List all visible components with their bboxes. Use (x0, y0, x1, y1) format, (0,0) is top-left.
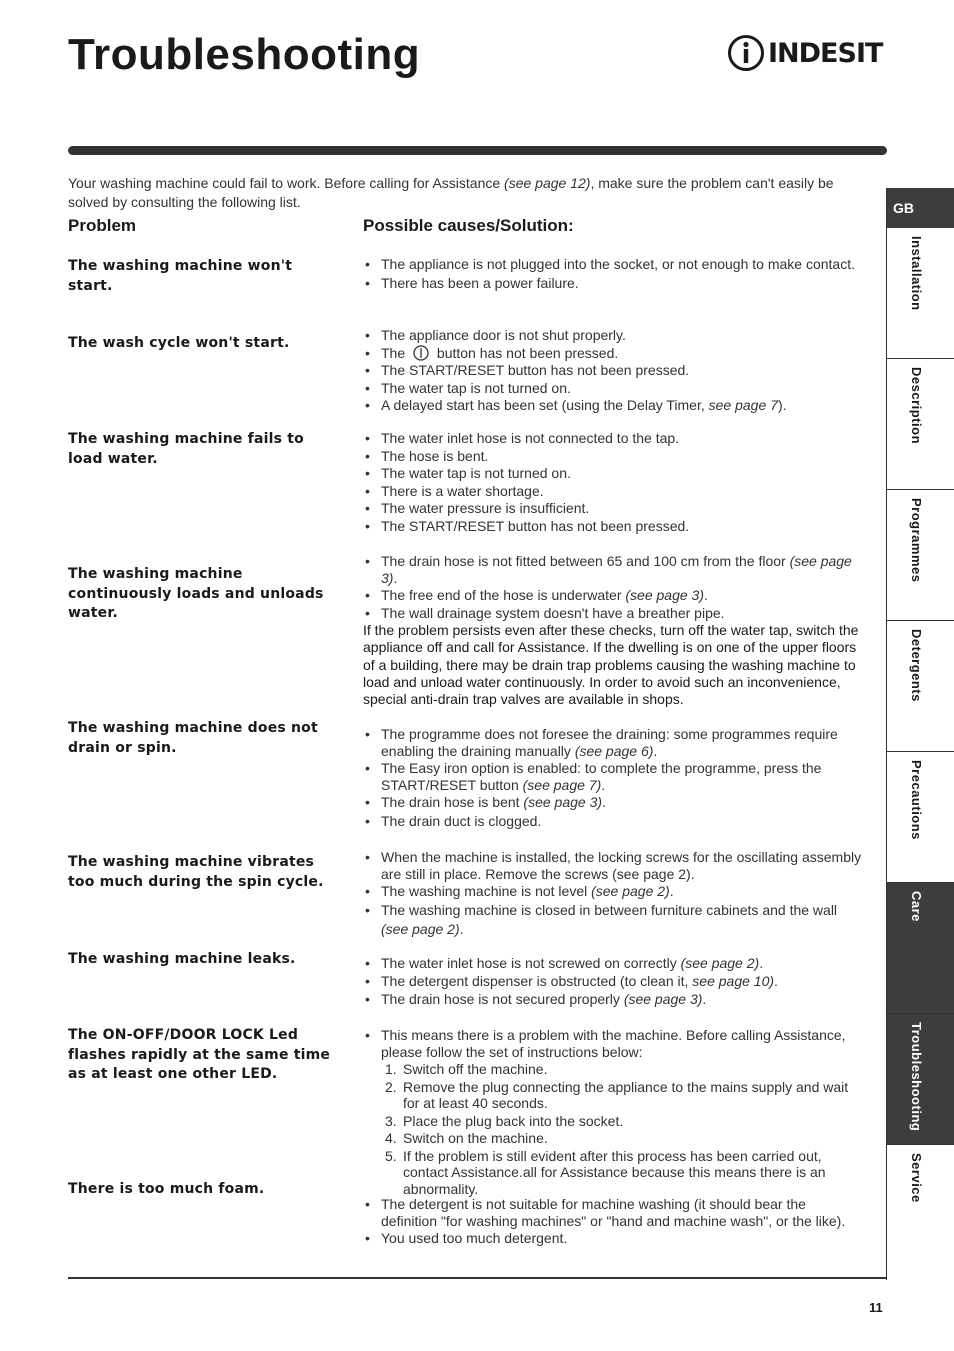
tab-installation[interactable] (886, 228, 954, 359)
problem-column-heading: Problem (68, 216, 137, 235)
note-text: If the problem persists even after these checks, turn off the water tap, switch the appliance off and call for Assistance. If the dwelling is on one of the upper floors of a building, there may be drain trap problems causing the washing machine to load and unload water continuously. In order to avoid such an inconvenience, special anti-drain trap valves are available in shops. (363, 622, 859, 708)
tab-programmes[interactable] (886, 490, 954, 621)
page-title: Troubleshooting (68, 30, 421, 79)
step-item: 1. Switch off the machine. (381, 1061, 865, 1078)
list-item: • The drain hose is not secured properly (see page 3). (363, 991, 865, 1008)
tab-service[interactable] (886, 1145, 954, 1276)
problem-label: The ON-OFF/DOOR LOCK Led flashes rapidly at the same time as at least one other LED. (68, 1027, 331, 1082)
list-item: • The button has not been pressed. (363, 345, 865, 362)
step-item: 5. If the problem is still evident after this process has been carried out, contact Assistance.all for Assistance because this means there is an abnormality. (381, 1148, 865, 1198)
list-item: • The appliance door is not shut properly. (363, 327, 865, 344)
problem-label: The washing machine leaks. (68, 951, 296, 967)
tab-label: Service (909, 1153, 924, 1203)
tab-label: Precautions (909, 760, 924, 840)
list-item: • This means there is a problem with the machine. Before calling Assistance, please follow the set of instructions below: (363, 1027, 865, 1060)
list-item: • The washing machine is not level (see page 2). (363, 883, 865, 900)
list-item: • The water tap is not turned on. (363, 465, 865, 482)
list-item: • The START/RESET button has not been pressed. (363, 518, 865, 535)
tab-label: Installation (909, 236, 924, 311)
solution-column-heading: Possible causes/Solution: (363, 216, 574, 235)
list-item: • The washing machine is closed in between furniture cabinets and the wall (see page 2). (363, 901, 865, 939)
list-item: • You used too much detergent. (363, 1230, 865, 1247)
causes-list (363, 726, 865, 830)
tab-label: Care (909, 891, 924, 922)
list-item: • The water inlet hose is not connected to the tap. (363, 430, 865, 447)
footer-rule (68, 1277, 887, 1279)
tab-label: Programmes (909, 498, 924, 583)
causes-list (363, 955, 865, 1009)
list-item: • The detergent is not suitable for machine washing (it should bear the definition "for washing machines" or "hand and machine wash", or the like). (363, 1196, 865, 1229)
tab-precautions[interactable] (886, 752, 954, 883)
problem-label: The washing machine vibrates too much during the spin cycle. (68, 854, 324, 890)
list-item: • The drain duct is clogged. (363, 813, 865, 830)
causes-list (363, 1196, 865, 1248)
causes-list (363, 327, 865, 415)
step-item: 3. Place the plug back into the socket. (381, 1113, 865, 1130)
list-item: • The hose is bent. (363, 448, 865, 465)
problem-label: The washing machine won't start. (68, 258, 293, 294)
intro-text: Your washing machine could fail to work. Before calling for Assistance (see page 12), make sure the problem can't easily be solved by consulting the following list. (68, 175, 834, 210)
list-item: • The water pressure is insufficient. (363, 500, 865, 517)
section-sidebar (886, 188, 954, 1276)
list-item: • The wall drainage system doesn't have a breather pipe. (363, 605, 865, 622)
list-item: • There has been a power failure. (363, 275, 865, 292)
list-item: • When the machine is installed, the locking screws for the oscillating assembly are still in place. Remove the screws (see page 2). (363, 849, 865, 882)
list-item: • There is a water shortage. (363, 483, 865, 500)
list-item: • The programme does not foresee the draining: some programmes require enabling the draining manually (see page 6). (363, 726, 865, 759)
tab-label: Description (909, 367, 924, 445)
list-item: • The drain hose is not fitted between 65 and 100 cm from the floor (see page 3). (363, 553, 865, 586)
brand-logo (727, 34, 882, 72)
problem-label: The washing machine does not drain or spin. (68, 720, 318, 756)
causes-list (363, 553, 865, 708)
problem-label: The washing machine continuously loads and unloads water. (68, 566, 324, 621)
indesit-logo-icon (727, 34, 765, 72)
list-item: • The Easy iron option is enabled: to complete the programme, press the START/RESET button (see page 7). (363, 760, 865, 793)
list-item: • The detergent dispenser is obstructed (to clean it, see page 10). (363, 973, 865, 990)
list-item: • The free end of the hose is underwater (see page 3). (363, 587, 865, 604)
list-item: • A delayed start has been set (using the Delay Timer, see page 7). (363, 397, 865, 414)
causes-list (363, 430, 865, 535)
list-item: • The START/RESET button has not been pressed. (363, 362, 865, 379)
list-item: • The appliance is not plugged into the socket, or not enough to make contact. (363, 256, 865, 273)
tab-label: Detergents (909, 629, 924, 702)
problem-label: The wash cycle won't start. (68, 335, 290, 351)
brand-name: INDESIT (768, 37, 883, 69)
problem-label: The washing machine fails to load water. (68, 431, 304, 467)
tab-troubleshooting[interactable] (886, 1014, 954, 1145)
list-item: • The drain hose is bent (see page 3). (363, 794, 865, 811)
step-item: 4. Switch on the machine. (381, 1130, 865, 1147)
tab-detergents[interactable] (886, 621, 954, 752)
list-item: • The water inlet hose is not screwed on correctly (see page 2). (363, 955, 865, 972)
list-item: • The water tap is not turned on. (363, 380, 865, 397)
tab-description[interactable] (886, 359, 954, 490)
page-number: 11 (869, 1300, 883, 1315)
tab-label: Troubleshooting (909, 1022, 924, 1132)
step-item: 2. Remove the plug connecting the appliance to the mains supply and wait for at least 40 seconds. (381, 1079, 865, 1112)
language-tab[interactable]: GB (886, 188, 954, 228)
causes-list (363, 849, 865, 940)
power-button-icon (411, 345, 431, 361)
header-rule (68, 146, 887, 155)
causes-list (363, 256, 865, 292)
tab-care[interactable] (886, 883, 954, 1014)
causes-list (363, 1027, 865, 1198)
problem-label: There is too much foam. (68, 1181, 265, 1197)
